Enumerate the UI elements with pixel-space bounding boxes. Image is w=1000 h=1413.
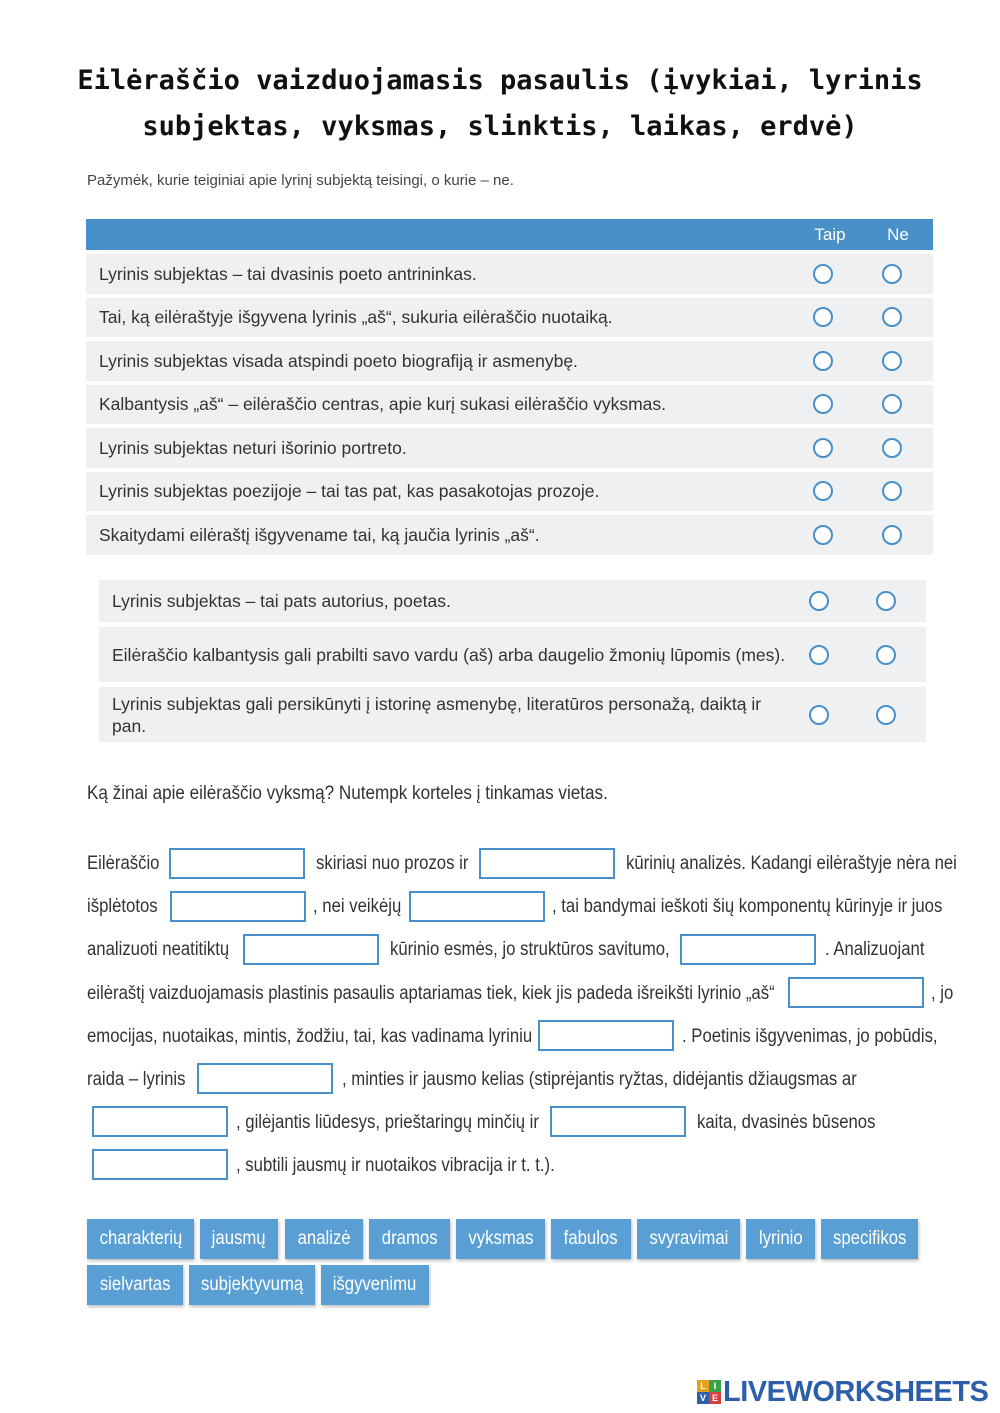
radio-yes[interactable]	[813, 481, 833, 501]
statement-text: Lyrinis subjektas poezijoje – tai tas pat, kas pasakotojas prozoje.	[99, 481, 600, 502]
true-false-table-2	[99, 580, 926, 742]
radio-yes[interactable]	[813, 307, 833, 327]
statement-text: Lyrinis subjektas neturi išorinio portreto.	[99, 437, 407, 458]
instruction-drag-drop: Ką žinai apie eilėraščio vyksmą? Nutempk korteles į tinkamas vietas.	[87, 783, 608, 804]
radio-no[interactable]	[882, 481, 902, 501]
paragraph-text: kaita, dvasinės būsenos	[697, 1112, 876, 1133]
drop-blank[interactable]	[538, 1020, 674, 1051]
table-row	[86, 515, 933, 555]
statement-text: Tai, ką eilėraštyje išgyvena lyrinis „aš“, sukuria eilėraščio nuotaiką.	[99, 307, 613, 328]
table-row	[99, 580, 926, 622]
table-row	[86, 472, 933, 512]
statement-text: Eilėraščio kalbantysis gali prabilti savo vardu (aš) arba daugelio žmonių lūpomis (mes).	[112, 644, 786, 665]
statement-text: Lyrinis subjektas visada atspindi poeto biografiją ir asmenybę.	[99, 350, 578, 371]
paragraph-text: . Analizuojant	[825, 939, 925, 960]
radio-no[interactable]	[882, 438, 902, 458]
radio-no[interactable]	[876, 645, 896, 665]
drop-blank[interactable]	[197, 1063, 333, 1094]
drop-blank[interactable]	[680, 934, 816, 965]
drop-blank[interactable]	[479, 848, 615, 879]
word-card[interactable]: specifikos	[821, 1219, 918, 1259]
word-card[interactable]: lyrinio	[746, 1219, 815, 1259]
drop-blank[interactable]	[788, 977, 924, 1008]
instruction-true-false: Pažymėk, kurie teiginiai apie lyrinį subjektą teisingi, o kurie – ne.	[87, 172, 514, 189]
radio-yes[interactable]	[809, 645, 829, 665]
statement-text: Kalbantysis „aš“ – eilėraščio centras, apie kurį sukasi eilėraščio vyksmas.	[99, 394, 667, 415]
drop-blank[interactable]	[92, 1149, 228, 1180]
radio-no[interactable]	[882, 525, 902, 545]
word-card[interactable]: charakterių	[87, 1219, 194, 1259]
paragraph-text: kūrinio esmės, jo struktūros savitumo,	[390, 939, 670, 960]
paragraph-text: , nei veikėjų	[313, 896, 402, 917]
paragraph-text: Eilėraščio	[87, 853, 160, 874]
radio-no[interactable]	[882, 394, 902, 414]
radio-no[interactable]	[882, 307, 902, 327]
word-card[interactable]: jausmų	[200, 1219, 278, 1259]
radio-no[interactable]	[876, 591, 896, 611]
drop-blank[interactable]	[170, 891, 306, 922]
table-row	[86, 428, 933, 468]
paragraph-text: , jo	[931, 983, 954, 1004]
paragraph-text: analizuoti neatitiktų	[87, 939, 230, 960]
drop-blank[interactable]	[169, 848, 305, 879]
word-card[interactable]: dramos	[369, 1219, 450, 1259]
word-card[interactable]: išgyvenimu	[321, 1265, 429, 1305]
true-false-table-1	[86, 219, 933, 555]
table-header	[86, 219, 933, 250]
header-no: Ne	[887, 225, 909, 244]
drop-blank[interactable]	[409, 891, 545, 922]
paragraph-text: , gilėjantis liūdesys, prieštaringų minčių ir	[236, 1112, 539, 1133]
radio-yes[interactable]	[813, 264, 833, 284]
drop-blank[interactable]	[92, 1106, 228, 1137]
liveworksheets-logo	[697, 1376, 988, 1408]
word-card[interactable]: sielvartas	[87, 1265, 183, 1305]
paragraph-text: kūrinių analizės. Kadangi eilėraštyje nėra nei	[626, 853, 957, 874]
paragraph-text: raida – lyrinis	[87, 1069, 186, 1090]
radio-yes[interactable]	[809, 705, 829, 725]
statement-text: Lyrinis subjektas – tai pats autorius, poetas.	[112, 591, 451, 611]
word-card[interactable]: fabulos	[551, 1219, 631, 1259]
paragraph-text: , tai bandymai ieškoti šių komponentų kūrinyje ir juos	[552, 896, 943, 917]
radio-no[interactable]	[882, 264, 902, 284]
word-card[interactable]: subjektyvumą	[189, 1265, 315, 1305]
paragraph-text: , subtili jausmų ir nuotaikos vibracija ir t. t.).	[236, 1155, 555, 1176]
table-row	[86, 254, 933, 294]
paragraph-text: emocijas, nuotaikas, mintis, žodžiu, tai, kas vadinama lyriniu	[87, 1026, 533, 1047]
radio-no[interactable]	[876, 705, 896, 725]
logo-text: LIVEWORKSHEETS	[723, 1375, 989, 1408]
statement-text: Lyrinis subjektas – tai dvasinis poeto antrininkas.	[99, 263, 477, 284]
radio-yes[interactable]	[813, 525, 833, 545]
radio-yes[interactable]	[813, 351, 833, 371]
radio-no[interactable]	[882, 351, 902, 371]
radio-yes[interactable]	[813, 438, 833, 458]
logo-mark-icon: L I V E	[697, 1380, 721, 1404]
table-row	[86, 385, 933, 425]
table-row	[86, 341, 933, 381]
paragraph-text: eilėraštį vaizduojamasis plastinis pasaulis aptariamas tiek, kiek jis padeda išreikšti lyrinio „aš“	[87, 983, 775, 1004]
radio-yes[interactable]	[813, 394, 833, 414]
drop-blank[interactable]	[550, 1106, 686, 1137]
word-card[interactable]: svyravimai	[637, 1219, 740, 1259]
page-title: Eilėraščio vaizduojamasis pasaulis (įvykiai, lyrinis subjektas, vyksmas, slinktis, laikas, erdvė)	[77, 65, 923, 142]
table-row	[99, 687, 926, 742]
table-row	[99, 627, 926, 682]
paragraph-text: , minties ir jausmo kelias (stiprėjantis ryžtas, didėjantis džiaugsmas ar	[342, 1069, 857, 1090]
radio-yes[interactable]	[809, 591, 829, 611]
header-yes: Taip	[814, 225, 846, 244]
statement-text: Skaitydami eilėraštį išgyvename tai, ką jaučia lyrinis „aš“.	[99, 524, 540, 545]
word-card[interactable]: vyksmas	[456, 1219, 545, 1259]
paragraph-text: išplėtotos	[87, 896, 158, 917]
table-row	[86, 298, 933, 338]
statement-text: Lyrinis subjektas gali persikūnyti į istorinę asmenybę, literatūros personažą, daiktą ir pan.	[112, 693, 762, 736]
paragraph-text: skiriasi nuo prozos ir	[316, 853, 469, 874]
word-card[interactable]: analizė	[285, 1219, 363, 1259]
paragraph-text: . Poetinis išgyvenimas, jo pobūdis,	[682, 1026, 938, 1047]
drop-blank[interactable]	[243, 934, 379, 965]
